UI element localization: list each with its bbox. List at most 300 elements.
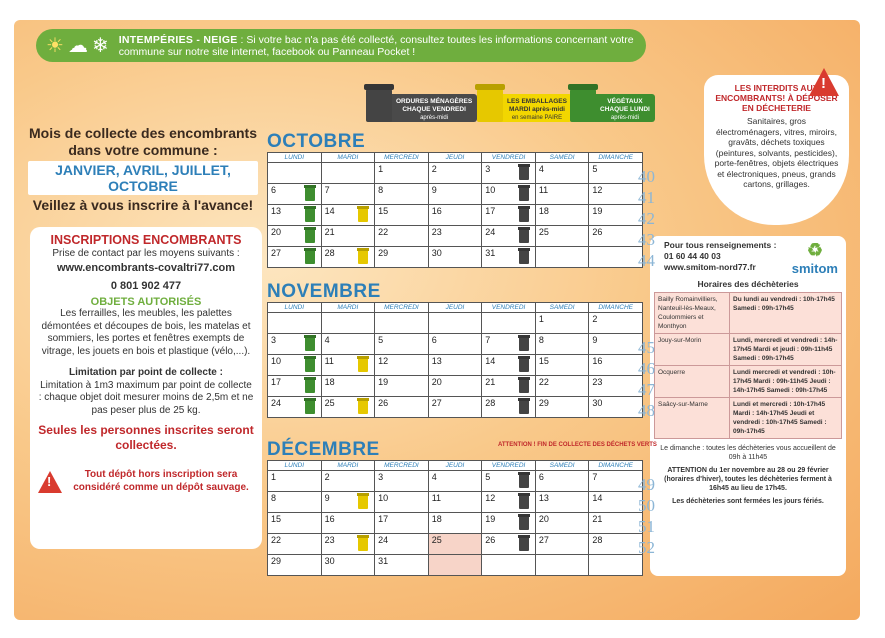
day-cell: [375, 247, 429, 268]
day-cell: [482, 513, 536, 534]
bin-vegetaux-label: VÉGÉTAUX CHAQUE LUNDI après-midi: [592, 94, 655, 122]
collect-months-heading: Mois de collecte des encombrants dans votre commune :: [29, 125, 257, 158]
day-cell: [268, 471, 322, 492]
day-cell: [535, 313, 589, 334]
week-number: 45: [638, 338, 655, 357]
week-row: [268, 397, 643, 418]
day-cell: [268, 397, 322, 418]
interdits-text: Sanitaires, gros électroménagers, vitres, miroirs, gravâts, déchets toxiques (peintures, solvants, pesticides), porte-fenêtres, objets électriques et électroniques, pneus, grands cartons, grillages.: [714, 116, 839, 189]
interdits-title: LES INTERDITS AUX ENCOMBRANTS! À DÉPOSER EN DÉCHETERIE: [715, 83, 838, 113]
day-cell: [589, 313, 643, 334]
day-header: MERCREDI: [375, 153, 429, 163]
day-cell: [321, 376, 375, 397]
day-number: 25: [538, 227, 549, 237]
dechetterie-hours: Du lundi au vendredi : 10h-17h45 Samedi : 09h-17h45: [730, 293, 842, 334]
green-bin-icon: [305, 400, 315, 414]
week-row: [268, 226, 643, 247]
day-cell: [589, 513, 655, 536]
day-cell: [268, 247, 322, 268]
day-number: 5: [485, 472, 491, 482]
week-number: 47: [638, 380, 655, 399]
day-number: 5: [378, 335, 384, 345]
day-number: 26: [592, 227, 603, 237]
day-number: 25: [431, 535, 442, 545]
day-number: 3: [378, 472, 384, 482]
month-grid: [267, 152, 655, 270]
day-number: 3: [485, 164, 491, 174]
horaires-title: Horaires des déchèteries: [697, 279, 799, 289]
day-cell: [321, 534, 375, 555]
day-cell: [428, 163, 482, 184]
black-bin-icon: [366, 88, 392, 122]
week-number: 43: [638, 230, 655, 249]
day-cell: [268, 492, 322, 513]
renseignements-panel: [650, 236, 846, 576]
day-header: SAMEDI: [535, 461, 589, 471]
day-number: 30: [324, 556, 335, 566]
day-cell: [428, 313, 482, 334]
day-cell: [321, 163, 375, 184]
day-cell: [428, 492, 482, 513]
day-cell: [482, 226, 536, 247]
day-header: DIMANCHE: [589, 153, 643, 163]
day-cell: [268, 355, 322, 376]
day-cell: [375, 205, 429, 226]
day-cell: [535, 184, 589, 205]
day-number: 29: [271, 556, 282, 566]
day-cell: [482, 555, 536, 576]
day-cell: [535, 492, 589, 513]
day-cell: [321, 205, 375, 226]
day-cell: [428, 226, 482, 247]
day-header: MERCREDI: [375, 303, 429, 313]
day-cell: [375, 397, 429, 418]
day-number: 10: [378, 493, 389, 503]
month-title: DÉCEMBRE: [267, 439, 380, 460]
day-cell: [535, 555, 589, 576]
green-bin-icon: [305, 358, 315, 372]
day-number: 9: [324, 493, 330, 503]
day-cell: [535, 247, 589, 268]
day-number: 27: [538, 535, 549, 545]
only-registered: Seules les personnes inscrites seront collectées.: [38, 423, 254, 452]
black-bin-icon: [519, 495, 529, 509]
day-cell: [589, 163, 655, 186]
day-number: 6: [538, 472, 544, 482]
calendar-1: [267, 281, 655, 420]
rens-title: Pour tous renseignements :: [664, 240, 777, 250]
day-number: 22: [271, 535, 282, 545]
day-cell: [589, 471, 655, 494]
day-cell: [321, 513, 375, 534]
day-cell: [428, 334, 482, 355]
day-cell: [428, 534, 482, 555]
recycle-icon: ♻: [806, 240, 823, 260]
day-cell: [268, 205, 322, 226]
green-bin-icon: [570, 88, 596, 122]
dechetterie-place: Jouy-sur-Morin: [655, 334, 730, 366]
day-header: JEUDI: [428, 153, 482, 163]
black-bin-icon: [519, 208, 529, 222]
day-cell: [321, 226, 375, 247]
day-number: 16: [431, 206, 442, 216]
day-number: 14: [592, 493, 603, 503]
day-number: 16: [324, 514, 335, 524]
week-number: 50: [638, 496, 655, 515]
day-cell: [268, 313, 322, 334]
warning-icon: !: [38, 471, 62, 493]
month-title: NOVEMBRE: [267, 281, 381, 302]
day-cell: [589, 247, 655, 270]
day-number: 11: [538, 185, 549, 195]
day-number: 24: [271, 398, 282, 408]
encombrants-url[interactable]: www.encombrants-covaltri77.com: [56, 261, 236, 274]
yellow-bin-icon: [358, 400, 368, 414]
day-number: 29: [538, 398, 549, 408]
day-cell: [535, 376, 589, 397]
day-cell: [589, 534, 655, 557]
week-row: [268, 534, 643, 555]
week-row: [268, 247, 643, 268]
yellow-bin-icon: [477, 88, 503, 122]
day-cell: [589, 334, 655, 357]
green-bin-icon: [305, 379, 315, 393]
day-cell: [535, 513, 589, 534]
green-bin-icon: [305, 250, 315, 264]
day-cell: [589, 205, 655, 228]
day-number: 8: [378, 185, 384, 195]
day-cell: [589, 184, 655, 207]
day-cell: [268, 184, 322, 205]
weather-icons: [36, 34, 119, 57]
warning-sauvage: [38, 469, 254, 494]
month-grid: [267, 460, 655, 576]
day-number: 12: [485, 493, 496, 503]
day-number: 7: [485, 335, 491, 345]
day-number: 4: [538, 164, 544, 174]
day-number: 6: [431, 335, 437, 345]
day-header: DIMANCHE: [589, 303, 643, 313]
week-row: [268, 313, 643, 334]
day-cell: [268, 376, 322, 397]
day-cell: [321, 313, 375, 334]
register-reminder: Veillez à vous inscrire à l'avance!: [32, 197, 254, 213]
day-cell: [482, 397, 536, 418]
day-number: 22: [538, 377, 549, 387]
day-number: 23: [324, 535, 335, 545]
dechetterie-hours: Lundi et mercredi : 10h-17h45 Mardi : 14h-17h45 Jeudi et vendredi : 10h-17h45 Samedi : 09h-17h45: [730, 398, 842, 439]
day-cell: [482, 163, 536, 184]
day-number: 20: [538, 514, 549, 524]
dechetterie-hours: Lundi, mercredi et vendredi : 14h-17h45 Mardi et jeudi : 09h-11h45 Samedi : 09h-17h45: [730, 334, 842, 366]
day-number: 5: [592, 164, 598, 174]
day-number: 27: [431, 398, 442, 408]
day-number: 1: [538, 314, 544, 324]
day-cell: [482, 471, 536, 492]
day-cell: [482, 376, 536, 397]
day-cell: [375, 555, 429, 576]
day-header: MERCREDI: [375, 461, 429, 471]
day-number: 28: [324, 248, 335, 258]
calendar-2: [267, 439, 655, 576]
day-number: 7: [324, 185, 330, 195]
day-number: 12: [592, 185, 603, 195]
day-cell: [589, 355, 655, 378]
day-cell: [428, 184, 482, 205]
day-cell: [482, 492, 536, 513]
day-number: 4: [324, 335, 330, 345]
limitation-title: Limitation par point de collecte :: [69, 367, 223, 378]
week-number: 44: [638, 251, 655, 270]
day-cell: [321, 397, 375, 418]
day-cell: [428, 355, 482, 376]
week-row: [268, 205, 643, 226]
day-cell: [321, 492, 375, 513]
day-cell: [375, 184, 429, 205]
objets-title: OBJETS AUTORISÉS: [90, 295, 202, 308]
day-cell: [589, 376, 655, 399]
day-header: LUNDI: [268, 303, 322, 313]
day-header: MARDI: [321, 461, 375, 471]
day-cell: [268, 334, 322, 355]
week-row: [268, 355, 643, 376]
day-cell: [428, 397, 482, 418]
sunday-note: Le dimanche : toutes les déchèteries vous accueillent de 09h à 11h45: [660, 445, 836, 461]
day-cell: [482, 247, 536, 268]
day-cell: [268, 226, 322, 247]
day-header: VENDREDI: [482, 153, 536, 163]
day-cell: [375, 534, 429, 555]
black-bin-icon: [519, 358, 529, 372]
day-cell: [428, 376, 482, 397]
day-number: 7: [592, 472, 598, 482]
week-row: [268, 471, 643, 492]
day-cell: [482, 534, 536, 555]
day-header: DIMANCHE: [589, 461, 643, 471]
week-number: 51: [638, 517, 655, 536]
banner-text: INTEMPÉRIES - NEIGE : Si votre bac n'a pas été collecté, consultez toutes les informations concernant votre commune sur notre site internet, facebook ou Panneau Pocket !: [118, 33, 634, 58]
week-row: [268, 376, 643, 397]
day-number: 31: [378, 556, 389, 566]
objets-text: Les ferrailles, les meubles, les palettes démontées et découpes de bois, les matelas et sommiers, les portes et fenêtres exempts de vitrage, les jouets en bois et plastique (vélo,...).: [41, 308, 251, 357]
winter-note: ATTENTION du 1er novembre au 28 ou 29 février (horaires d'hiver), toutes les déchèteries ferment à 16h45 au lieu de 17h45.: [664, 467, 832, 492]
day-number: 2: [431, 164, 437, 174]
day-number: 16: [592, 356, 603, 366]
interdits-warning-icon: !: [809, 68, 839, 96]
inscriptions-panel: [30, 227, 262, 549]
month-grid: [267, 302, 655, 420]
horaires-row: [655, 293, 842, 334]
day-number: 28: [592, 535, 603, 545]
dechetterie-place: Saâcy-sur-Marne: [655, 398, 730, 439]
encombrants-phone[interactable]: 0 801 902 477: [110, 280, 182, 292]
black-bin-icon: [519, 379, 529, 393]
horaires-row: [655, 398, 842, 439]
rens-footer: [650, 439, 846, 506]
day-number: 14: [324, 206, 335, 216]
day-cell: [268, 534, 322, 555]
rens-phone[interactable]: 01 60 44 40 03: [664, 251, 721, 261]
day-number: 13: [538, 493, 549, 503]
day-number: 8: [271, 493, 277, 503]
day-number: 18: [431, 514, 442, 524]
day-number: 10: [271, 356, 282, 366]
day-number: 11: [431, 493, 442, 503]
dechetterie-place: Ocquerre: [655, 366, 730, 398]
day-cell: [535, 163, 589, 184]
day-cell: [375, 355, 429, 376]
inscriptions-title: INSCRIPTIONS ENCOMBRANTS: [50, 233, 242, 247]
day-number: 29: [378, 248, 389, 258]
snowflake-icon: ❄: [91, 34, 109, 57]
week-row: [268, 492, 643, 513]
day-cell: [375, 376, 429, 397]
day-cell: [428, 247, 482, 268]
day-cell: [268, 555, 322, 576]
day-number: 19: [485, 514, 496, 524]
day-number: 1: [271, 472, 277, 482]
day-cell: [321, 184, 375, 205]
day-number: 31: [485, 248, 496, 258]
black-bin-icon: [519, 250, 529, 264]
day-cell: [268, 513, 322, 534]
week-number: 49: [638, 475, 655, 494]
yellow-bin-icon: [358, 208, 368, 222]
yellow-bin-icon: [358, 358, 368, 372]
day-number: 17: [378, 514, 389, 524]
dechetterie-hours: Lundi mercredi et vendredi : 10h-17h45 Mardi : 09h-11h45 Jeudi : 14h-17h45 Samedi : 09h-17h45: [730, 366, 842, 398]
day-number: 18: [538, 206, 549, 216]
day-number: 1: [378, 164, 384, 174]
yellow-bin-icon: [358, 495, 368, 509]
day-number: 25: [324, 398, 335, 408]
bin-emballages-label: LES EMBALLAGES MARDI après-midi en semaine PAIRE: [499, 94, 572, 122]
cloud-rain-icon: ☁: [67, 34, 88, 57]
contact-means: Prise de contact par les moyens suivants :: [52, 248, 240, 259]
day-cell: [589, 492, 655, 515]
day-cell: [589, 226, 655, 249]
bin-emballages: [477, 88, 572, 122]
day-number: 13: [431, 356, 442, 366]
black-bin-icon: [519, 337, 529, 351]
week-number: 46: [638, 359, 655, 378]
week-row: [268, 334, 643, 355]
day-cell: [482, 205, 536, 226]
day-cell: [482, 334, 536, 355]
day-cell: [428, 513, 482, 534]
smitom-logo: ♻ smitom: [791, 240, 838, 276]
day-number: 15: [538, 356, 549, 366]
day-cell: [535, 334, 589, 355]
day-cell: [535, 355, 589, 376]
day-number: 15: [271, 514, 282, 524]
day-number: 4: [431, 472, 437, 482]
week-number: 40: [638, 167, 655, 186]
day-cell: [535, 534, 589, 555]
day-number: 23: [431, 227, 442, 237]
black-bin-icon: [519, 187, 529, 201]
day-number: 10: [485, 185, 496, 195]
day-header: LUNDI: [268, 153, 322, 163]
dechetterie-place: Bailly Romainvilliers, Nanteuil-lès-Meaux, Coulommiers et Monthyon: [655, 293, 730, 334]
interdits-panel: [704, 75, 849, 225]
day-number: 30: [592, 398, 603, 408]
day-cell: [589, 555, 643, 576]
week-number: 42: [638, 209, 655, 228]
day-cell: [375, 492, 429, 513]
day-number: 2: [592, 314, 598, 324]
day-number: 11: [324, 356, 334, 366]
bin-ordures: [366, 88, 477, 122]
day-number: 22: [378, 227, 389, 237]
day-header: SAMEDI: [535, 153, 589, 163]
flyer-page: [14, 20, 860, 620]
holidays-note: Les déchèteries sont fermées les jours fériés.: [672, 498, 824, 505]
day-cell: [321, 247, 375, 268]
horaires-table: [654, 292, 842, 439]
attention-green-waste: ATTENTION ! FIN DE COLLECTE DES DÉCHETS VERTS: [498, 442, 657, 448]
day-header: JEUDI: [428, 461, 482, 471]
week-row: [268, 513, 643, 534]
day-number: 21: [592, 514, 603, 524]
weather-banner: [36, 29, 646, 62]
black-bin-icon: [519, 229, 529, 243]
rens-url[interactable]: www.smitom-nord77.fr: [664, 262, 756, 272]
yellow-bin-icon: [358, 250, 368, 264]
day-header: MARDI: [321, 153, 375, 163]
day-number: 13: [271, 206, 282, 216]
day-number: 21: [485, 377, 496, 387]
bin-vegetaux: [570, 88, 655, 122]
day-number: 24: [485, 227, 496, 237]
green-bin-icon: [305, 208, 315, 222]
day-cell: [375, 471, 429, 492]
day-number: 27: [271, 248, 282, 258]
day-number: 26: [378, 398, 389, 408]
black-bin-icon: [519, 537, 529, 551]
day-header: VENDREDI: [482, 303, 536, 313]
week-number: 41: [638, 188, 655, 207]
day-cell: [589, 397, 655, 420]
day-number: 2: [324, 472, 330, 482]
week-row: [268, 163, 643, 184]
green-bin-icon: [305, 337, 315, 351]
collect-months-block: [28, 125, 258, 214]
day-number: 19: [378, 377, 389, 387]
day-header: SAMEDI: [535, 303, 589, 313]
horaires-row: [655, 334, 842, 366]
week-number: 48: [638, 401, 655, 420]
day-number: 15: [378, 206, 389, 216]
collect-months: JANVIER, AVRIL, JUILLET, OCTOBRE: [28, 161, 258, 195]
day-number: 24: [378, 535, 389, 545]
day-number: 20: [431, 377, 442, 387]
green-bin-icon: [305, 229, 315, 243]
day-number: 9: [592, 335, 598, 345]
day-cell: [321, 355, 375, 376]
day-cell: [375, 334, 429, 355]
day-number: 6: [271, 185, 277, 195]
week-row: [268, 555, 643, 576]
month-title: OCTOBRE: [267, 131, 366, 152]
day-cell: [428, 555, 482, 576]
black-bin-icon: [519, 166, 529, 180]
black-bin-icon: [519, 516, 529, 530]
bin-ordures-label: ORDURES MÉNAGÈRES CHAQUE VENDREDI après-midi: [388, 94, 477, 122]
yellow-bin-icon: [358, 537, 368, 551]
day-number: 19: [592, 206, 603, 216]
day-cell: [321, 471, 375, 492]
